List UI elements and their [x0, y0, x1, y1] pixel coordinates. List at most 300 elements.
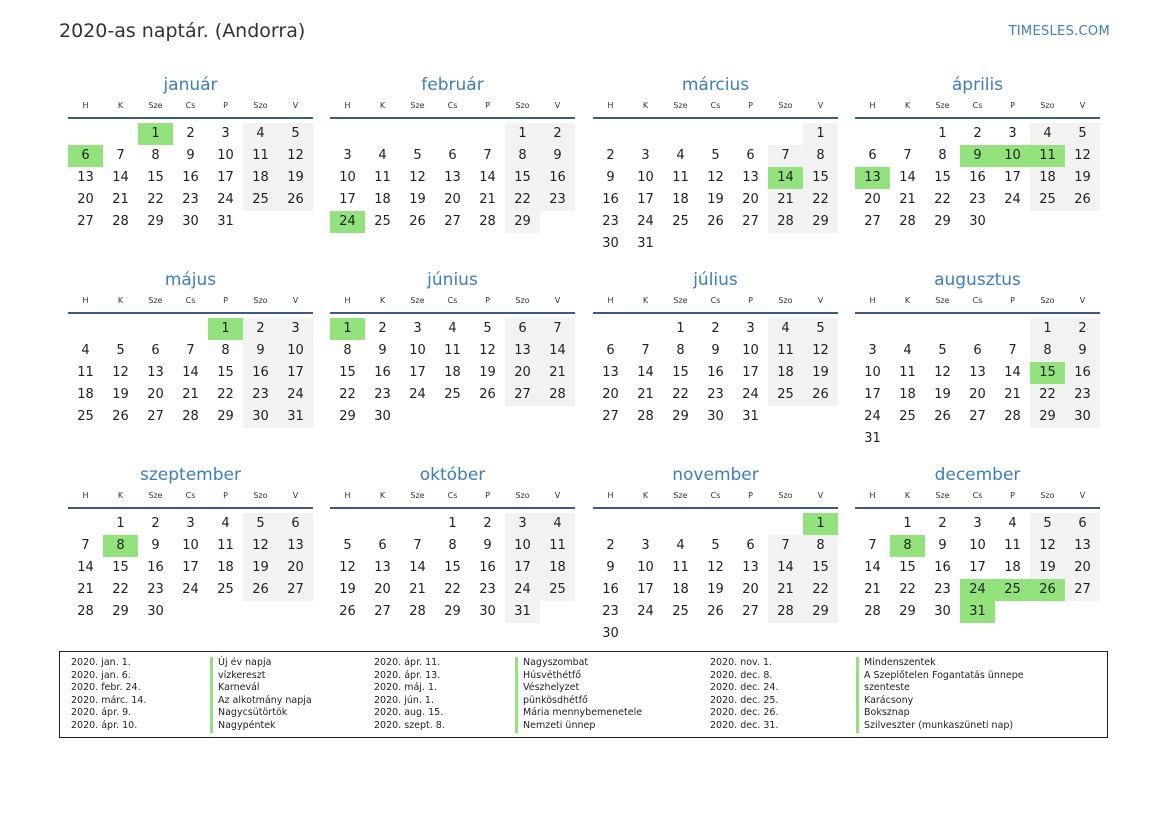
day-cell: 10	[505, 535, 540, 557]
weekday-label: Sze	[935, 101, 950, 110]
day-cell: 2	[711, 321, 720, 336]
day-cell: 20	[742, 192, 759, 207]
day-cell: 30	[602, 626, 619, 641]
month-title: május	[164, 270, 217, 290]
day-cell: 23	[934, 582, 951, 597]
day-cell: 15	[899, 560, 916, 575]
day-cell: 30	[182, 214, 199, 229]
weekday-label: K	[117, 101, 124, 110]
day-cell: 5	[938, 343, 947, 358]
weekday-label: Szo	[778, 296, 793, 305]
month-divider	[330, 312, 575, 314]
day-cell: 2	[186, 126, 195, 141]
day-cell: 18	[243, 167, 278, 189]
weekday-label: Szo	[253, 101, 268, 110]
weekday-header	[68, 487, 313, 505]
day-cell: 26	[243, 579, 278, 601]
weekday-label: V	[292, 491, 299, 500]
day-cell: 22	[505, 189, 540, 211]
day-cell: 19	[803, 362, 838, 384]
day-cell: 14	[540, 340, 575, 362]
day-cell: 21	[540, 362, 575, 384]
day-cell: 10	[864, 365, 881, 380]
holiday-day-cell: 13	[855, 167, 890, 189]
day-cell: 20	[77, 192, 94, 207]
day-cell: 19	[707, 582, 724, 597]
holiday-name: Nemzeti ünnep	[515, 720, 642, 733]
day-cell: 13	[374, 560, 391, 575]
day-cell: 2	[243, 318, 278, 340]
day-cell: 25	[243, 189, 278, 211]
day-cell: 24	[217, 192, 234, 207]
day-cell: 1	[505, 123, 540, 145]
day-cell: 25	[217, 582, 234, 597]
weekday-label: Szo	[515, 491, 530, 500]
day-cell: 6	[505, 318, 540, 340]
day-cell: 27	[77, 214, 94, 229]
day-cell: 14	[182, 365, 199, 380]
day-cell: 31	[278, 406, 313, 428]
holiday-date: 2020. ápr. 11.	[374, 657, 441, 668]
day-cell: 11	[217, 538, 234, 553]
day-cell: 28	[768, 211, 803, 233]
day-cell: 7	[81, 538, 90, 553]
holiday-names-column	[210, 657, 312, 733]
day-cell: 5	[1030, 513, 1065, 535]
month-title: október	[419, 465, 486, 485]
holiday-date: 2020. jan. 6.	[71, 669, 131, 681]
day-cell: 18	[217, 560, 234, 575]
weekday-label: P	[1010, 296, 1015, 305]
day-cell: 29	[505, 211, 540, 233]
day-cell: 6	[448, 148, 457, 163]
day-cell: 11	[899, 365, 916, 380]
day-cell: 13	[1065, 535, 1100, 557]
day-cell: 26	[409, 214, 426, 229]
day-grid	[68, 123, 313, 255]
weekday-label: Cs	[972, 101, 983, 110]
day-cell: 4	[81, 343, 90, 358]
day-cell: 10	[278, 340, 313, 362]
day-cell: 17	[864, 387, 881, 402]
day-cell: 28	[112, 214, 129, 229]
day-cell: 24	[505, 579, 540, 601]
day-cell: 17	[742, 365, 759, 380]
day-cell: 7	[768, 535, 803, 557]
day-cell: 27	[444, 214, 461, 229]
weekday-label: V	[292, 101, 299, 110]
weekday-header	[68, 97, 313, 115]
day-cell: 2	[540, 123, 575, 145]
weekday-label: H	[82, 296, 89, 305]
day-cell: 1	[676, 321, 685, 336]
day-cell: 23	[969, 192, 986, 207]
holiday-day-cell: 25	[995, 579, 1030, 601]
day-cell: 27	[742, 214, 759, 229]
holiday-name: vízkereszt	[210, 670, 312, 683]
day-cell: 8	[505, 145, 540, 167]
holiday-name: pünkösdhétfő	[515, 695, 642, 708]
month-divider	[855, 507, 1100, 509]
weekday-label: H	[344, 296, 351, 305]
day-cell: 29	[672, 409, 689, 424]
day-cell: 16	[540, 167, 575, 189]
holiday-names-column	[515, 657, 642, 733]
day-cell: 2	[606, 148, 615, 163]
day-grid	[855, 318, 1100, 450]
day-cell: 5	[803, 318, 838, 340]
day-cell: 31	[505, 601, 540, 623]
day-cell: 12	[112, 365, 129, 380]
day-cell: 29	[444, 604, 461, 619]
day-cell: 17	[409, 365, 426, 380]
day-cell: 27	[1065, 579, 1100, 601]
day-cell: 3	[278, 318, 313, 340]
weekday-label: P	[748, 491, 753, 500]
day-cell: 14	[112, 170, 129, 185]
day-cell: 10	[637, 560, 654, 575]
weekday-label: P	[223, 491, 228, 500]
day-cell: 10	[742, 343, 759, 358]
day-cell: 23	[147, 582, 164, 597]
day-cell: 20	[374, 582, 391, 597]
day-cell: 31	[217, 214, 234, 229]
weekday-header	[855, 487, 1100, 505]
holiday-dates-column	[374, 657, 445, 733]
weekday-label: P	[223, 296, 228, 305]
month-divider	[330, 117, 575, 119]
day-grid	[855, 123, 1100, 255]
day-cell: 20	[864, 192, 881, 207]
day-cell: 18	[1030, 167, 1065, 189]
weekday-label: K	[904, 491, 911, 500]
day-cell: 12	[339, 560, 356, 575]
day-cell: 28	[409, 604, 426, 619]
month-block	[330, 73, 575, 255]
day-cell: 27	[147, 409, 164, 424]
day-cell: 23	[707, 387, 724, 402]
day-cell: 22	[803, 189, 838, 211]
weekday-label: Cs	[447, 491, 458, 500]
day-cell: 13	[505, 340, 540, 362]
holiday-name: Boksznap	[856, 707, 1024, 720]
day-cell: 6	[746, 148, 755, 163]
day-cell: 18	[768, 362, 803, 384]
day-cell: 19	[479, 365, 496, 380]
holiday-day-cell: 11	[1030, 145, 1065, 167]
day-cell: 6	[278, 513, 313, 535]
weekday-label: K	[904, 101, 911, 110]
day-cell: 18	[1004, 560, 1021, 575]
weekday-label: K	[117, 296, 124, 305]
day-cell: 13	[602, 365, 619, 380]
day-cell: 20	[444, 192, 461, 207]
day-cell: 30	[243, 406, 278, 428]
month-title: április	[951, 75, 1004, 95]
day-cell: 7	[1008, 343, 1017, 358]
day-cell: 3	[973, 516, 982, 531]
day-cell: 6	[1065, 513, 1100, 535]
day-cell: 6	[973, 343, 982, 358]
day-cell: 17	[637, 192, 654, 207]
day-cell: 19	[278, 167, 313, 189]
day-cell: 3	[505, 513, 540, 535]
day-cell: 20	[147, 387, 164, 402]
weekday-label: P	[485, 296, 490, 305]
weekday-label: Cs	[710, 296, 721, 305]
day-cell: 10	[969, 538, 986, 553]
day-cell: 12	[934, 365, 951, 380]
day-cell: 25	[768, 384, 803, 406]
holiday-date: 2020. dec. 8.	[710, 669, 773, 681]
day-cell: 7	[641, 343, 650, 358]
holiday-day-cell: 15	[1030, 362, 1065, 384]
day-cell: 7	[903, 148, 912, 163]
month-block	[68, 268, 313, 450]
day-cell: 18	[540, 557, 575, 579]
day-cell: 2	[606, 538, 615, 553]
day-cell: 13	[77, 170, 94, 185]
day-cell: 12	[1065, 145, 1100, 167]
weekday-label: V	[1079, 491, 1086, 500]
holiday-name: Az alkotmány napja	[210, 695, 312, 708]
month-block	[593, 73, 838, 255]
day-cell: 8	[151, 148, 160, 163]
weekday-label: K	[379, 101, 386, 110]
day-cell: 12	[479, 343, 496, 358]
day-cell: 1	[903, 516, 912, 531]
day-cell: 19	[707, 192, 724, 207]
month-divider	[593, 312, 838, 314]
weekday-label: Cs	[185, 101, 196, 110]
month-divider	[593, 507, 838, 509]
day-cell: 21	[864, 582, 881, 597]
weekday-label: H	[344, 491, 351, 500]
month-title: december	[934, 465, 1021, 485]
day-cell: 29	[803, 211, 838, 233]
day-cell: 29	[934, 214, 951, 229]
weekday-label: V	[817, 101, 824, 110]
month-title: június	[427, 270, 478, 290]
day-cell: 4	[768, 318, 803, 340]
holiday-name: Vészhelyzet	[515, 682, 642, 695]
weekday-label: H	[82, 101, 89, 110]
day-cell: 26	[803, 384, 838, 406]
day-cell: 24	[637, 604, 654, 619]
day-cell: 3	[641, 148, 650, 163]
day-cell: 26	[707, 214, 724, 229]
holiday-day-cell: 31	[960, 601, 995, 623]
weekday-label: V	[1079, 296, 1086, 305]
day-cell: 23	[374, 387, 391, 402]
day-cell: 10	[409, 343, 426, 358]
day-cell: 16	[707, 365, 724, 380]
day-cell: 19	[339, 582, 356, 597]
weekday-label: V	[1079, 101, 1086, 110]
day-cell: 13	[444, 170, 461, 185]
day-cell: 29	[112, 604, 129, 619]
day-cell: 8	[803, 145, 838, 167]
holiday-day-cell: 14	[768, 167, 803, 189]
day-cell: 22	[112, 582, 129, 597]
weekday-label: Cs	[447, 101, 458, 110]
day-cell: 14	[479, 170, 496, 185]
holiday-date: 2020. jún. 1.	[374, 694, 435, 706]
day-cell: 28	[182, 409, 199, 424]
holiday-name: Nagyszombat	[515, 657, 642, 670]
day-cell: 7	[868, 538, 877, 553]
day-cell: 8	[1030, 340, 1065, 362]
day-cell: 22	[444, 582, 461, 597]
holiday-date: 2020. nov. 1.	[710, 657, 773, 668]
day-cell: 10	[339, 170, 356, 185]
day-cell: 15	[444, 560, 461, 575]
day-cell: 28	[1004, 409, 1021, 424]
weekday-label: Sze	[673, 296, 688, 305]
holiday-date: 2020. dec. 31.	[710, 719, 779, 731]
weekday-label: H	[869, 101, 876, 110]
holiday-name: Nagypéntek	[210, 720, 312, 733]
day-cell: 2	[378, 321, 387, 336]
day-cell: 17	[637, 582, 654, 597]
weekday-label: Szo	[1040, 296, 1055, 305]
day-cell: 6	[151, 343, 160, 358]
day-cell: 25	[672, 604, 689, 619]
weekday-header	[593, 487, 838, 505]
day-cell: 10	[637, 170, 654, 185]
day-cell: 5	[483, 321, 492, 336]
weekday-label: H	[607, 491, 614, 500]
weekday-label: K	[642, 491, 649, 500]
day-cell: 21	[1004, 387, 1021, 402]
day-cell: 8	[343, 343, 352, 358]
day-cell: 1	[448, 516, 457, 531]
day-cell: 20	[1065, 557, 1100, 579]
weekday-header	[330, 292, 575, 310]
day-cell: 1	[938, 126, 947, 141]
weekday-label: V	[292, 296, 299, 305]
day-cell: 9	[243, 340, 278, 362]
day-cell: 4	[1008, 516, 1017, 531]
day-cell: 19	[1065, 167, 1100, 189]
day-cell: 4	[540, 513, 575, 535]
day-cell: 2	[938, 516, 947, 531]
month-title: augusztus	[934, 270, 1021, 290]
day-cell: 9	[186, 148, 195, 163]
day-cell: 24	[1004, 192, 1021, 207]
day-cell: 3	[186, 516, 195, 531]
holiday-date: 2020. márc. 14.	[71, 694, 147, 706]
day-cell: 29	[803, 601, 838, 623]
weekday-header	[855, 97, 1100, 115]
month-block	[593, 268, 838, 450]
day-cell: 11	[1004, 538, 1021, 553]
holiday-name: Nagycsütörtök	[210, 707, 312, 720]
day-cell: 11	[77, 365, 94, 380]
day-grid	[593, 318, 838, 450]
day-cell: 14	[77, 560, 94, 575]
weekday-label: Szo	[778, 101, 793, 110]
day-cell: 25	[540, 579, 575, 601]
day-cell: 7	[116, 148, 125, 163]
day-cell: 2	[1065, 318, 1100, 340]
day-cell: 5	[711, 538, 720, 553]
day-cell: 28	[77, 604, 94, 619]
day-cell: 19	[112, 387, 129, 402]
day-cell: 30	[147, 604, 164, 619]
day-cell: 24	[278, 384, 313, 406]
day-cell: 15	[217, 365, 234, 380]
day-cell: 9	[151, 538, 160, 553]
day-cell: 25	[374, 214, 391, 229]
holiday-name: Karácsony	[856, 695, 1024, 708]
month-block	[68, 73, 313, 255]
day-cell: 27	[742, 604, 759, 619]
day-cell: 9	[378, 343, 387, 358]
day-cell: 25	[77, 409, 94, 424]
weekday-label: Szo	[515, 101, 530, 110]
day-cell: 21	[637, 387, 654, 402]
day-cell: 21	[182, 387, 199, 402]
day-cell: 10	[217, 148, 234, 163]
month-block	[68, 463, 313, 645]
day-cell: 21	[409, 582, 426, 597]
day-cell: 20	[742, 582, 759, 597]
holiday-name: szenteste	[856, 682, 1024, 695]
day-cell: 27	[505, 384, 540, 406]
day-cell: 6	[746, 538, 755, 553]
day-cell: 26	[707, 604, 724, 619]
day-cell: 12	[803, 340, 838, 362]
day-cell: 21	[899, 192, 916, 207]
day-cell: 5	[413, 148, 422, 163]
day-cell: 21	[112, 192, 129, 207]
day-cell: 28	[479, 214, 496, 229]
day-cell: 17	[969, 560, 986, 575]
holiday-date: 2020. ápr. 13.	[374, 669, 441, 681]
day-cell: 28	[637, 409, 654, 424]
holiday-dates-column	[710, 657, 778, 733]
weekday-label: H	[607, 296, 614, 305]
day-cell: 31	[637, 236, 654, 251]
weekday-label: Sze	[148, 101, 163, 110]
day-cell: 11	[540, 535, 575, 557]
weekday-label: V	[554, 101, 561, 110]
weekday-header	[593, 292, 838, 310]
day-cell: 5	[243, 513, 278, 535]
brand-link[interactable]: TIMESLES.COM	[1008, 24, 1110, 39]
weekday-label: Szo	[778, 491, 793, 500]
day-grid	[330, 318, 575, 450]
day-cell: 30	[602, 236, 619, 251]
day-cell: 18	[672, 582, 689, 597]
holiday-day-cell: 8	[890, 535, 925, 557]
day-cell: 22	[899, 582, 916, 597]
day-cell: 11	[243, 145, 278, 167]
day-cell: 28	[864, 604, 881, 619]
day-cell: 11	[672, 170, 689, 185]
holiday-day-cell: 10	[995, 145, 1030, 167]
day-cell: 31	[864, 431, 881, 446]
day-cell: 26	[934, 409, 951, 424]
day-cell: 20	[969, 387, 986, 402]
weekday-label: Cs	[447, 296, 458, 305]
holiday-day-cell: 1	[330, 318, 365, 340]
weekday-label: K	[642, 101, 649, 110]
weekday-label: V	[817, 491, 824, 500]
day-cell: 9	[606, 560, 615, 575]
day-cell: 27	[602, 409, 619, 424]
